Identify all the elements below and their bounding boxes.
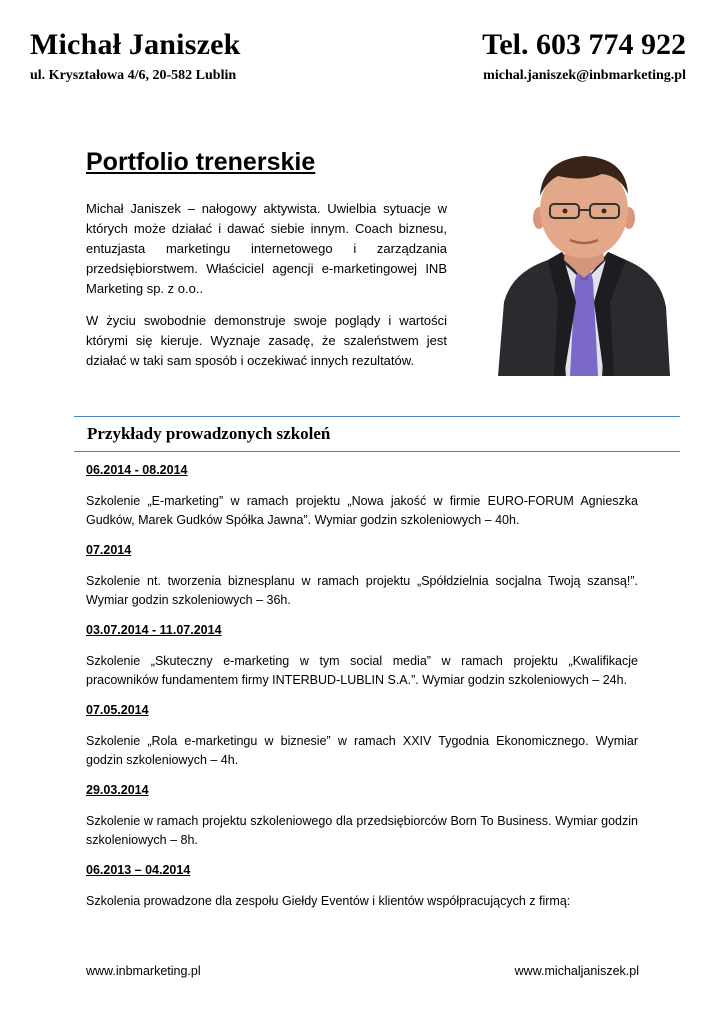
training-description: Szkolenia prowadzone dla zespołu Giełdy Eventów i klientów współpracujących z firmą: <box>86 894 571 908</box>
footer-website-right: www.michaljaniszek.pl <box>514 964 639 978</box>
training-date: 07.05.2014 <box>86 703 149 717</box>
portfolio-title: Portfolio trenerskie <box>86 148 316 176</box>
training-entry <box>86 781 638 850</box>
section-title-trainings: Przykłady prowadzonych szkoleń <box>87 424 331 443</box>
portrait-photo <box>498 152 670 376</box>
training-description: Szkolenie „E-marketing” w ramach projektu „Nowa jakość w firmie EURO-FORUM Agnieszka Gudków, Marek Gudków Spółka Jawna”. Wymiar godzin szkoleniowych – 40h. <box>86 494 638 527</box>
footer-website-left: www.inbmarketing.pl <box>86 964 201 978</box>
training-description: Szkolenie w ramach projektu szkoleniowego dla przedsiębiorców Born To Business. Wymiar godzin szkoleniowych – 8h. <box>86 814 638 847</box>
header-phone: Tel. 603 774 922 <box>482 28 686 61</box>
training-entry <box>86 621 638 690</box>
intro-paragraph: Michał Janiszek – nałogowy aktywista. Uwielbia sytuacje w których może działać i dawać siebie innym. Coach biznesu, entuzjasta marketingu internetowego i zarządzania przedsiębiorstwem. Właściciel agencji e-marketingowej INB Marketing sp. z o.o.. <box>86 201 447 296</box>
training-entry <box>86 461 638 530</box>
header-address: ul. Kryształowa 4/6, 20-582 Lublin <box>30 68 237 83</box>
training-entry <box>86 861 638 911</box>
intro-text <box>86 199 447 383</box>
header-email: michal.janiszek@inbmarketing.pl <box>483 68 686 83</box>
training-date: 29.03.2014 <box>86 783 149 797</box>
section-divider-bottom <box>74 451 680 452</box>
training-description: Szkolenie „Skuteczny e-marketing w tym social media” w ramach projektu „Kwalifikacje pracowników fundamentem firmy INTERBUD-LUBLIN S.A.”. Wymiar godzin szkoleniowych – 24h. <box>86 654 638 687</box>
header-name: Michał Janiszek <box>30 28 241 61</box>
trainings-list <box>86 461 638 922</box>
training-date: 07.2014 <box>86 543 132 557</box>
training-entry <box>86 541 638 610</box>
training-date: 03.07.2014 - 11.07.2014 <box>86 623 222 637</box>
training-date: 06.2014 - 08.2014 <box>86 463 188 477</box>
training-entry <box>86 701 638 770</box>
intro-paragraph: W życiu swobodnie demonstruje swoje poglądy i wartości którymi się kieruje. Wyznaje zasadę, że szaleństwem jest działać w taki sam sposób i oczekiwać innych rezultatów. <box>86 313 447 368</box>
training-date: 06.2013 – 04.2014 <box>86 863 191 877</box>
training-description: Szkolenie nt. tworzenia biznesplanu w ramach projektu „Spółdzielnia socjalna Twoją szansą!”. Wymiar godzin szkoleniowych – 36h. <box>86 574 638 607</box>
section-divider-top <box>74 416 680 417</box>
training-description: Szkolenie „Rola e-marketingu w biznesie” w ramach XXIV Tygodnia Ekonomicznego. Wymiar godzin szkoleniowych – 4h. <box>86 734 638 767</box>
